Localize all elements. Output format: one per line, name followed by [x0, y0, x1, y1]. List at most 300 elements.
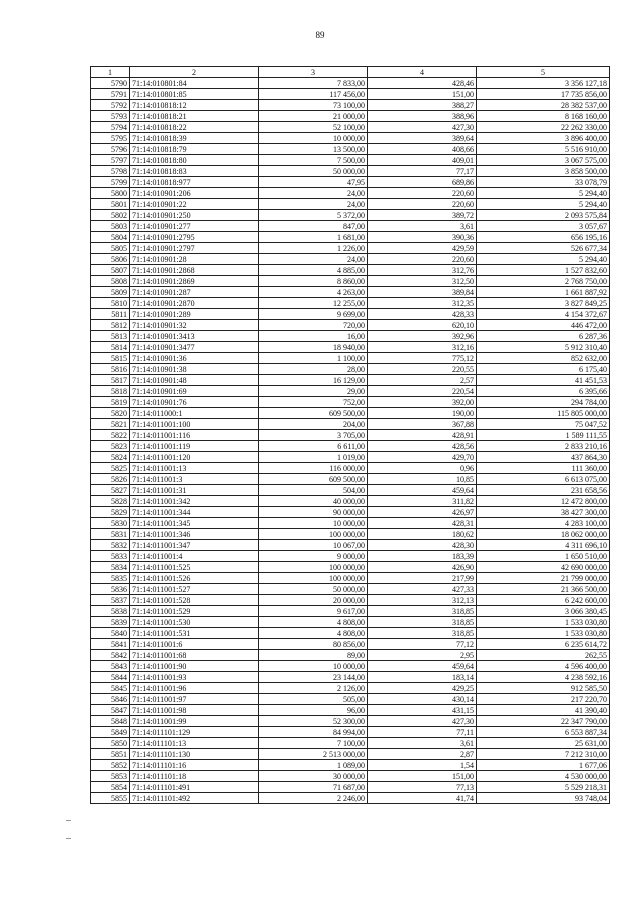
- table-cell: 459,64: [368, 661, 477, 672]
- table-row: [91, 650, 610, 661]
- table-row: [91, 100, 610, 111]
- table-cell: 5795: [91, 133, 130, 144]
- table-cell: 71:14:011101:130: [130, 749, 259, 760]
- table-cell: 6 242 600,00: [477, 595, 610, 606]
- table-row: [91, 78, 610, 89]
- table-cell: 71:14:011001:346: [130, 529, 259, 540]
- table-cell: 71:14:010901:2870: [130, 298, 259, 309]
- table-cell: 5825: [91, 463, 130, 474]
- table-cell: 8 860,00: [259, 276, 368, 287]
- table-cell: 71:14:011001:68: [130, 650, 259, 661]
- table-cell: 77,12: [368, 639, 477, 650]
- table-cell: 71:14:010901:277: [130, 221, 259, 232]
- table-cell: 312,16: [368, 342, 477, 353]
- table-row: [91, 320, 610, 331]
- table-cell: 71:14:010801:84: [130, 78, 259, 89]
- table-cell: 71:14:011001:4: [130, 551, 259, 562]
- table-cell: 5822: [91, 430, 130, 441]
- table-cell: 5803: [91, 221, 130, 232]
- table-cell: 427,30: [368, 122, 477, 133]
- table-cell: 389,84: [368, 287, 477, 298]
- table-cell: 42 690 000,00: [477, 562, 610, 573]
- table-cell: 9 699,00: [259, 309, 368, 320]
- table-cell: 318,85: [368, 606, 477, 617]
- table-cell: 409,01: [368, 155, 477, 166]
- table-cell: 71:14:010901:3413: [130, 331, 259, 342]
- table-row: [91, 199, 610, 210]
- table-cell: 1 650 510,00: [477, 551, 610, 562]
- table-cell: 2 126,00: [259, 683, 368, 694]
- table-row: [91, 595, 610, 606]
- table-cell: 18 940,00: [259, 342, 368, 353]
- table-cell: 77,11: [368, 727, 477, 738]
- table-cell: 5804: [91, 232, 130, 243]
- table-cell: 427,30: [368, 716, 477, 727]
- table-cell: 1 019,00: [259, 452, 368, 463]
- table-cell: 428,91: [368, 430, 477, 441]
- table-cell: 5 372,00: [259, 210, 368, 221]
- table-row: [91, 144, 610, 155]
- table-cell: 71:14:010818:39: [130, 133, 259, 144]
- table-cell: 21 366 500,00: [477, 584, 610, 595]
- table-cell: 5799: [91, 177, 130, 188]
- table-row: [91, 793, 610, 804]
- table-cell: 10,85: [368, 474, 477, 485]
- table-cell: 71:14:010901:48: [130, 375, 259, 386]
- table-row: [91, 232, 610, 243]
- table-cell: 428,30: [368, 540, 477, 551]
- table-cell: 5 912 310,40: [477, 342, 610, 353]
- table-cell: 5815: [91, 353, 130, 364]
- table-cell: 389,72: [368, 210, 477, 221]
- table-cell: 656 195,16: [477, 232, 610, 243]
- table-cell: 437 864,30: [477, 452, 610, 463]
- table-cell: 389,64: [368, 133, 477, 144]
- table-cell: 5797: [91, 155, 130, 166]
- table-cell: 609 500,00: [259, 408, 368, 419]
- table-row: [91, 782, 610, 793]
- table-row: [91, 474, 610, 485]
- table-cell: 6 553 887,34: [477, 727, 610, 738]
- table-cell: 71:14:011001:344: [130, 507, 259, 518]
- table-row: [91, 188, 610, 199]
- table-cell: 5849: [91, 727, 130, 738]
- table-cell: 89,00: [259, 650, 368, 661]
- table-cell: 5812: [91, 320, 130, 331]
- table-cell: 33 078,79: [477, 177, 610, 188]
- table-cell: 4 154 372,67: [477, 309, 610, 320]
- table-cell: 71:14:011001:96: [130, 683, 259, 694]
- table-row: [91, 353, 610, 364]
- table-cell: 5790: [91, 78, 130, 89]
- table-row: [91, 518, 610, 529]
- table-cell: 18 062 000,00: [477, 529, 610, 540]
- table-cell: 71:14:011001:99: [130, 716, 259, 727]
- table-cell: 90 000,00: [259, 507, 368, 518]
- table-cell: 426,97: [368, 507, 477, 518]
- table-cell: 13 500,00: [259, 144, 368, 155]
- table-cell: 12 255,00: [259, 298, 368, 309]
- table-cell: 5811: [91, 309, 130, 320]
- table-cell: 505,00: [259, 694, 368, 705]
- table-cell: 3 858 500,00: [477, 166, 610, 177]
- table-cell: 775,12: [368, 353, 477, 364]
- table-cell: 10 000,00: [259, 133, 368, 144]
- table-cell: 5808: [91, 276, 130, 287]
- table-cell: 6 235 614,72: [477, 639, 610, 650]
- table-cell: 41,74: [368, 793, 477, 804]
- table-cell: 5851: [91, 749, 130, 760]
- table-row: [91, 298, 610, 309]
- table-cell: 220,60: [368, 254, 477, 265]
- table-row: [91, 705, 610, 716]
- table-cell: 71:14:011001:345: [130, 518, 259, 529]
- table-cell: 220,54: [368, 386, 477, 397]
- table-cell: 5855: [91, 793, 130, 804]
- table-cell: 71:14:011001:531: [130, 628, 259, 639]
- table-cell: 71:14:011101:18: [130, 771, 259, 782]
- table-cell: 459,64: [368, 485, 477, 496]
- table-cell: 71:14:011101:16: [130, 760, 259, 771]
- table-cell: 5791: [91, 89, 130, 100]
- table-cell: 5823: [91, 441, 130, 452]
- table-row: [91, 342, 610, 353]
- table-cell: 2,87: [368, 749, 477, 760]
- table-cell: 752,00: [259, 397, 368, 408]
- table-cell: 312,35: [368, 298, 477, 309]
- table-cell: 116 000,00: [259, 463, 368, 474]
- table-cell: 71:14:011001:31: [130, 485, 259, 496]
- table-cell: 71:14:011101:491: [130, 782, 259, 793]
- table-cell: 5 516 910,00: [477, 144, 610, 155]
- table-cell: 426,90: [368, 562, 477, 573]
- table-cell: 388,27: [368, 100, 477, 111]
- table-cell: 6 611,00: [259, 441, 368, 452]
- table-cell: 71:14:011001:347: [130, 540, 259, 551]
- table-cell: 5840: [91, 628, 130, 639]
- table-cell: 8 168 160,00: [477, 111, 610, 122]
- table-cell: 5801: [91, 199, 130, 210]
- table-row: [91, 397, 610, 408]
- table-cell: 6 287,36: [477, 331, 610, 342]
- table-cell: 1 533 030,80: [477, 628, 610, 639]
- table-cell: 2 768 750,00: [477, 276, 610, 287]
- table-cell: 180,62: [368, 529, 477, 540]
- table-cell: 5827: [91, 485, 130, 496]
- table-row: [91, 749, 610, 760]
- table-cell: 429,70: [368, 452, 477, 463]
- table-cell: 5828: [91, 496, 130, 507]
- table-cell: 71:14:010901:2795: [130, 232, 259, 243]
- table-cell: 71:14:011101:13: [130, 738, 259, 749]
- table-cell: 7 833,00: [259, 78, 368, 89]
- table-row: [91, 639, 610, 650]
- table-cell: 28,00: [259, 364, 368, 375]
- table-cell: 9 617,00: [259, 606, 368, 617]
- table-cell: 318,85: [368, 628, 477, 639]
- table-cell: 0,96: [368, 463, 477, 474]
- table-row: [91, 452, 610, 463]
- table-cell: 71:14:010901:3477: [130, 342, 259, 353]
- table-cell: 5834: [91, 562, 130, 573]
- table-cell: 77,17: [368, 166, 477, 177]
- table-cell: 71:14:010818:83: [130, 166, 259, 177]
- table-cell: 5826: [91, 474, 130, 485]
- table-row: [91, 243, 610, 254]
- table-cell: 100 000,00: [259, 529, 368, 540]
- table-cell: 5831: [91, 529, 130, 540]
- table-cell: 2,95: [368, 650, 477, 661]
- table-cell: 1 527 832,60: [477, 265, 610, 276]
- table-cell: 5842: [91, 650, 130, 661]
- table-cell: 6 395,66: [477, 386, 610, 397]
- table-row: [91, 496, 610, 507]
- table-cell: 5819: [91, 397, 130, 408]
- table-cell: 5792: [91, 100, 130, 111]
- table-cell: 689,86: [368, 177, 477, 188]
- table-row: [91, 122, 610, 133]
- table-cell: 5824: [91, 452, 130, 463]
- table-cell: 367,88: [368, 419, 477, 430]
- table-cell: 852 632,00: [477, 353, 610, 364]
- table-cell: 5810: [91, 298, 130, 309]
- table-cell: 16,00: [259, 331, 368, 342]
- table-cell: 71:14:010901:36: [130, 353, 259, 364]
- table-row: [91, 771, 610, 782]
- table-cell: 262,55: [477, 650, 610, 661]
- table-cell: 5821: [91, 419, 130, 430]
- table-cell: 1 100,00: [259, 353, 368, 364]
- table-row: [91, 331, 610, 342]
- table-cell: 50 000,00: [259, 166, 368, 177]
- table-row: [91, 727, 610, 738]
- table-row: [91, 540, 610, 551]
- table-cell: 21 000,00: [259, 111, 368, 122]
- table-cell: 71:14:011001:342: [130, 496, 259, 507]
- table-cell: 7 100,00: [259, 738, 368, 749]
- table-cell: 23 144,00: [259, 672, 368, 683]
- table-cell: 12 472 800,00: [477, 496, 610, 507]
- table-row: [91, 309, 610, 320]
- table-cell: 22 347 790,00: [477, 716, 610, 727]
- table-cell: 71:14:011001:525: [130, 562, 259, 573]
- table-cell: 71:14:011001:120: [130, 452, 259, 463]
- table-cell: 71 687,00: [259, 782, 368, 793]
- table-row: [91, 694, 610, 705]
- table-cell: 5800: [91, 188, 130, 199]
- table-cell: 183,39: [368, 551, 477, 562]
- table-cell: 408,66: [368, 144, 477, 155]
- table-cell: 7 500,00: [259, 155, 368, 166]
- header-row: [91, 67, 610, 78]
- table-cell: 100 000,00: [259, 573, 368, 584]
- table-cell: 71:14:011001:119: [130, 441, 259, 452]
- table-cell: 5853: [91, 771, 130, 782]
- table-row: [91, 254, 610, 265]
- table-cell: 5830: [91, 518, 130, 529]
- table-row: [91, 419, 610, 430]
- table-cell: 428,46: [368, 78, 477, 89]
- table-row: [91, 551, 610, 562]
- table-row: [91, 287, 610, 298]
- table-cell: 71:14:011001:527: [130, 584, 259, 595]
- table-row: [91, 485, 610, 496]
- table-cell: 50 000,00: [259, 584, 368, 595]
- table-cell: 115 805 000,00: [477, 408, 610, 419]
- table-row: [91, 573, 610, 584]
- table-cell: 5841: [91, 639, 130, 650]
- table-cell: 17 735 856,00: [477, 89, 610, 100]
- table-cell: 5809: [91, 287, 130, 298]
- table-cell: 4 885,00: [259, 265, 368, 276]
- table-cell: 71:14:011101:492: [130, 793, 259, 804]
- table-cell: 21 799 000,00: [477, 573, 610, 584]
- table-cell: 3 067 575,00: [477, 155, 610, 166]
- table-cell: 29,00: [259, 386, 368, 397]
- table-cell: 5807: [91, 265, 130, 276]
- table-cell: 71:14:010901:38: [130, 364, 259, 375]
- table-cell: 431,15: [368, 705, 477, 716]
- table-cell: 5838: [91, 606, 130, 617]
- table-row: [91, 375, 610, 386]
- table-cell: 77,13: [368, 782, 477, 793]
- table-cell: 1,54: [368, 760, 477, 771]
- table-cell: 5818: [91, 386, 130, 397]
- table-cell: 9 000,00: [259, 551, 368, 562]
- table-cell: 38 427 300,00: [477, 507, 610, 518]
- table-row: [91, 562, 610, 573]
- table-cell: 7 212 310,00: [477, 749, 610, 760]
- table-cell: 25 631,00: [477, 738, 610, 749]
- table-cell: 5854: [91, 782, 130, 793]
- table-cell: 388,96: [368, 111, 477, 122]
- table-cell: 71:14:011001:530: [130, 617, 259, 628]
- table-cell: 392,96: [368, 331, 477, 342]
- table-cell: 84 994,00: [259, 727, 368, 738]
- table-cell: 847,00: [259, 221, 368, 232]
- table-cell: 71:14:011001:98: [130, 705, 259, 716]
- table-row: [91, 507, 610, 518]
- table-cell: 2 093 575,84: [477, 210, 610, 221]
- column-header: 5: [477, 67, 610, 78]
- table-cell: 151,00: [368, 89, 477, 100]
- table-cell: 3 896 400,00: [477, 133, 610, 144]
- table-cell: 504,00: [259, 485, 368, 496]
- table-cell: 10 000,00: [259, 661, 368, 672]
- table-cell: 720,00: [259, 320, 368, 331]
- table-cell: 71:14:010901:2869: [130, 276, 259, 287]
- table-cell: 40 000,00: [259, 496, 368, 507]
- table-cell: 4 808,00: [259, 617, 368, 628]
- table-row: [91, 760, 610, 771]
- table-cell: 4 311 696,10: [477, 540, 610, 551]
- table-cell: 4 263,00: [259, 287, 368, 298]
- table-cell: 3 066 380,45: [477, 606, 610, 617]
- table-cell: 5852: [91, 760, 130, 771]
- table-cell: 71:14:011001:100: [130, 419, 259, 430]
- table-cell: 912 585,50: [477, 683, 610, 694]
- table-cell: 10 000,00: [259, 518, 368, 529]
- table-cell: 5846: [91, 694, 130, 705]
- table-cell: 5843: [91, 661, 130, 672]
- table-cell: 71:14:010818:977: [130, 177, 259, 188]
- table-cell: 620,10: [368, 320, 477, 331]
- table-cell: 311,82: [368, 496, 477, 507]
- table-cell: 10 067,00: [259, 540, 368, 551]
- table-cell: 5839: [91, 617, 130, 628]
- table-row: [91, 441, 610, 452]
- table-cell: 2 246,00: [259, 793, 368, 804]
- table-cell: 71:14:010901:69: [130, 386, 259, 397]
- table-row: [91, 617, 610, 628]
- table-cell: 5805: [91, 243, 130, 254]
- table-cell: 71:14:010818:21: [130, 111, 259, 122]
- margin-mark: [66, 838, 71, 839]
- table-cell: 427,33: [368, 584, 477, 595]
- table-cell: 3 356 127,18: [477, 78, 610, 89]
- table-cell: 312,76: [368, 265, 477, 276]
- table-cell: 3,61: [368, 738, 477, 749]
- table-cell: 1 677,06: [477, 760, 610, 771]
- table-cell: 151,00: [368, 771, 477, 782]
- table-cell: 5848: [91, 716, 130, 727]
- table-cell: 5806: [91, 254, 130, 265]
- table-row: [91, 210, 610, 221]
- table-cell: 318,85: [368, 617, 477, 628]
- table-cell: 71:14:010901:287: [130, 287, 259, 298]
- table-row: [91, 177, 610, 188]
- table-cell: 71:14:010901:76: [130, 397, 259, 408]
- table-cell: 5836: [91, 584, 130, 595]
- table-cell: 71:14:011101:129: [130, 727, 259, 738]
- table-row: [91, 155, 610, 166]
- table-cell: 428,56: [368, 441, 477, 452]
- table-row: [91, 683, 610, 694]
- data-table: [90, 66, 610, 804]
- table-cell: 217 220,70: [477, 694, 610, 705]
- table-cell: 609 500,00: [259, 474, 368, 485]
- table-cell: 52 100,00: [259, 122, 368, 133]
- table-cell: 20 000,00: [259, 595, 368, 606]
- column-header: 2: [130, 67, 259, 78]
- table-cell: 71:14:010901:250: [130, 210, 259, 221]
- table-row: [91, 661, 610, 672]
- table-cell: 312,50: [368, 276, 477, 287]
- table-cell: 220,60: [368, 188, 477, 199]
- table-cell: 4 530 000,00: [477, 771, 610, 782]
- table-cell: 111 360,00: [477, 463, 610, 474]
- table-row: [91, 111, 610, 122]
- table-cell: 71:14:010901:28: [130, 254, 259, 265]
- table-cell: 190,00: [368, 408, 477, 419]
- table-cell: 5 294,40: [477, 188, 610, 199]
- table-cell: 4 283 100,00: [477, 518, 610, 529]
- table-row: [91, 463, 610, 474]
- table-row: [91, 265, 610, 276]
- table-cell: 183,14: [368, 672, 477, 683]
- table-cell: 5844: [91, 672, 130, 683]
- table-cell: 71:14:011001:3: [130, 474, 259, 485]
- table-cell: 2 513 000,00: [259, 749, 368, 760]
- table-cell: 1 226,00: [259, 243, 368, 254]
- table-row: [91, 166, 610, 177]
- table-row: [91, 89, 610, 100]
- table-cell: 5793: [91, 111, 130, 122]
- table-cell: 73 100,00: [259, 100, 368, 111]
- table-row: [91, 386, 610, 397]
- table-cell: 5 529 218,31: [477, 782, 610, 793]
- table-cell: 71:14:010901:2797: [130, 243, 259, 254]
